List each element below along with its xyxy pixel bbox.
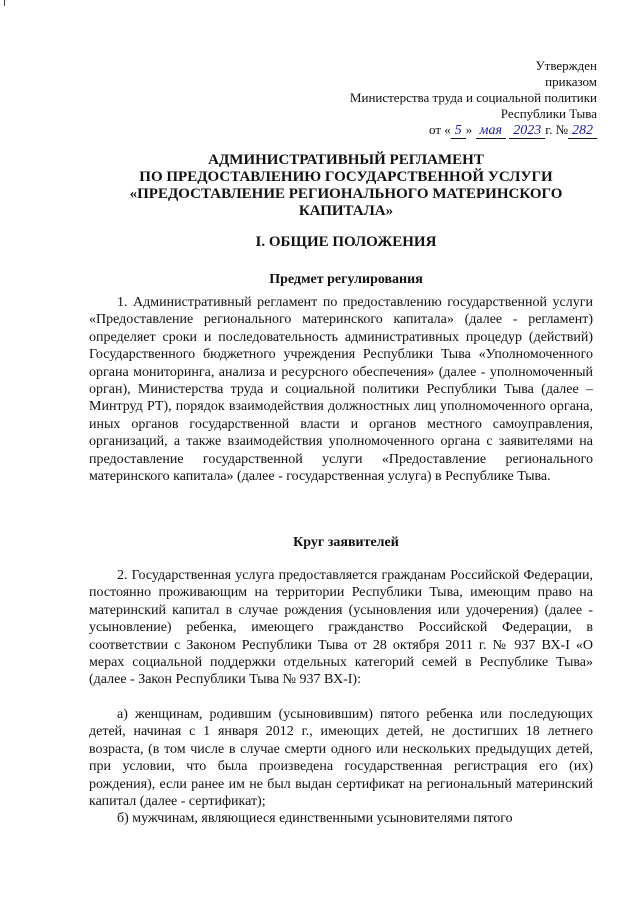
date-month: мая xyxy=(476,123,506,139)
approval-date-line xyxy=(350,122,597,139)
paragraph-4-text: б) мужчинам, являющиеся единственными усыновителями пятого xyxy=(117,811,513,826)
title-line-2: ПО ПРЕДОСТАВЛЕНИЮ ГОСУДАРСТВЕННОЙ УСЛУГИ xyxy=(139,169,553,185)
scan-edge-mark xyxy=(4,0,5,6)
date-day: 5 xyxy=(451,123,466,139)
paragraph-2 xyxy=(89,567,593,689)
subheading-applicants: Круг заявителей xyxy=(293,535,399,550)
section-heading: I. ОБЩИЕ ПОЛОЖЕНИЯ xyxy=(255,234,437,250)
title-line-1: АДМИНИСТРАТИВНЫЙ РЕГЛАМЕНТ xyxy=(208,152,484,168)
date-suffix: г. № xyxy=(545,122,568,137)
title-line-4: КАПИТАЛА» xyxy=(298,203,394,219)
document-title xyxy=(96,152,596,220)
approval-line-3: Министерства труда и социальной политики xyxy=(349,90,597,105)
paragraph-3 xyxy=(89,706,593,810)
approval-line-4: Республики Тыва xyxy=(500,106,597,121)
paragraph-3-text: а) женщинам, родившим (усыновившим) пятого ребенка или последующих детей, начиная с 1 января 2012 г., имеющих детей, не достигших 18 летнего возраста, (в том числе в случае смерти одного или нескольких предыдущих детей, при условии, что была произведена государственная регистрация его (их) рождения), если ранее им не был выдан сертификат на региональный материнский капитал (далее - сертификат); xyxy=(89,707,593,810)
title-line-3: «ПРЕДОСТАВЛЕНИЕ РЕГИОНАЛЬНОГО МАТЕРИНСКОГО xyxy=(129,186,563,202)
paragraph-1 xyxy=(89,294,593,485)
paragraph-2-text: 2. Государственная услуга предоставляется гражданам Российской Федерации, постоянно проживающим на территории Республики Тыва, имеющим право на материнский капитал в случае рождения (усыновления или удочерения) (далее - усыновление) ребенка, имеющего гражданство Российской Федерации, в соответствии с Законом Республики Тыва от 28 октября 2011 г. № 937 ВХ-I «О мерах социальной поддержки отдельных категорий семей в Республике Тыва» (далее - Закон Республики Тыва № 937 ВХ-I): xyxy=(89,568,593,688)
paragraph-4 xyxy=(89,810,593,827)
paragraph-1-text: 1. Административный регламент по предоставлению государственной услуги «Предоставление регионального материнского капитала» (далее - регламент) определяет сроки и последовательность административных процедур (действий) Государственного бюджетного учреждения Республики Тыва «Уполномоченного органа мониторинга, анализа и ресурсного обеспечения» (далее - уполномоченный орган), Министерства труда и социальной политики Республики Тыва (далее – Минтруд РТ), порядок взаимодействия должностных лиц уполномоченного органа, иных органов государственной власти и органов местного самоуправления, организаций, а также взаимодействия уполномоченного органа с заявителями на предоставление государственной услуги «Предоставление регионального материнского капитала» (далее - государственная услуга) в Республике Тыва. xyxy=(89,295,593,485)
subheading-regulation-subject: Предмет регулирования xyxy=(269,272,423,287)
approval-line-1: Утвержден xyxy=(535,58,597,73)
date-prefix: от « xyxy=(429,122,451,137)
order-number: 282 xyxy=(568,123,597,139)
date-year: 2023 xyxy=(509,123,545,139)
approval-line-2: приказом xyxy=(545,74,597,89)
date-mid: » xyxy=(465,122,473,137)
approval-stamp-block xyxy=(350,58,597,139)
